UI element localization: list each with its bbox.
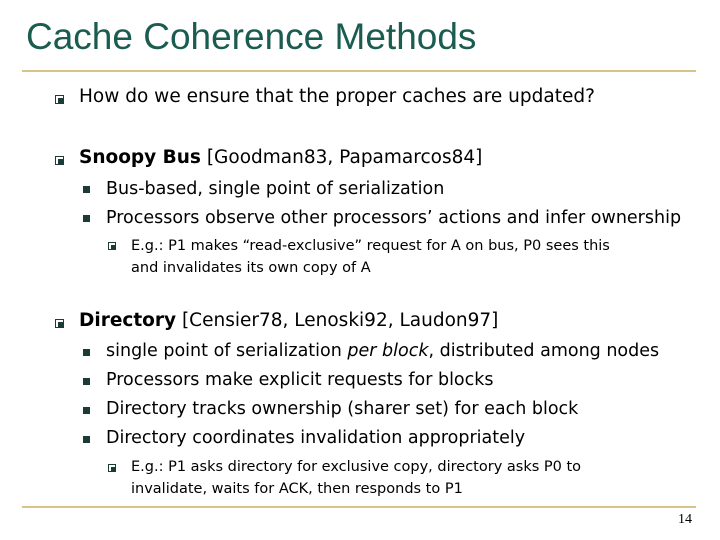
- bullet-question: How do we ensure that the proper caches are updated?: [79, 86, 595, 107]
- slide-title: Cache Coherence Methods: [26, 16, 477, 57]
- directory-sub-item: [106, 341, 659, 361]
- snoopy-example-line: and invalidates its own copy of A: [131, 260, 371, 276]
- directory-sub1-emphasis: per block: [347, 341, 429, 361]
- filled-square-bullet-icon: [83, 436, 90, 443]
- snoopy-sub-item: Processors observe other processors’ actions and infer ownership: [106, 208, 682, 228]
- directory-sub-item: Processors make explicit requests for blocks: [106, 370, 494, 390]
- snoopy-example-line: E.g.: P1 makes “read-exclusive” request for A on bus, P0 sees this: [131, 238, 610, 254]
- snoopy-sub-item: Bus-based, single point of serialization: [106, 179, 445, 199]
- snoopy-bus-heading: Snoopy Bus: [79, 147, 201, 168]
- directory-sub1-text-end: , distributed among nodes: [428, 341, 660, 361]
- filled-square-bullet-icon: [83, 186, 90, 193]
- filled-square-bullet-icon: [83, 407, 90, 414]
- directory-heading: Directory: [79, 310, 177, 331]
- hollow-square-bullet-icon: [108, 464, 116, 472]
- directory-sub-item: Directory coordinates invalidation appropriately: [106, 428, 526, 448]
- directory-sub-item: Directory tracks ownership (sharer set) for each block: [106, 399, 579, 419]
- directory-citations: [Censier78, Lenoski92, Laudon97]: [176, 310, 499, 331]
- page-number: 14: [678, 512, 692, 527]
- hollow-square-bullet-icon: [55, 95, 64, 104]
- directory-example-line: invalidate, waits for ACK, then responds to P1: [131, 481, 463, 497]
- title-divider: [22, 70, 696, 72]
- hollow-square-bullet-icon: [55, 319, 64, 328]
- bullet-snoopy-bus: [79, 147, 482, 168]
- bullet-directory: [79, 310, 498, 331]
- directory-sub1-text: single point of serialization: [106, 341, 348, 361]
- hollow-square-bullet-icon: [55, 156, 64, 165]
- filled-square-bullet-icon: [83, 349, 90, 356]
- filled-square-bullet-icon: [83, 215, 90, 222]
- snoopy-bus-citations: [Goodman83, Papamarcos84]: [200, 147, 483, 168]
- directory-example-line: E.g.: P1 asks directory for exclusive copy, directory asks P0 to: [131, 459, 582, 475]
- filled-square-bullet-icon: [83, 378, 90, 385]
- footer-divider: [22, 506, 696, 508]
- hollow-square-bullet-icon: [108, 242, 116, 250]
